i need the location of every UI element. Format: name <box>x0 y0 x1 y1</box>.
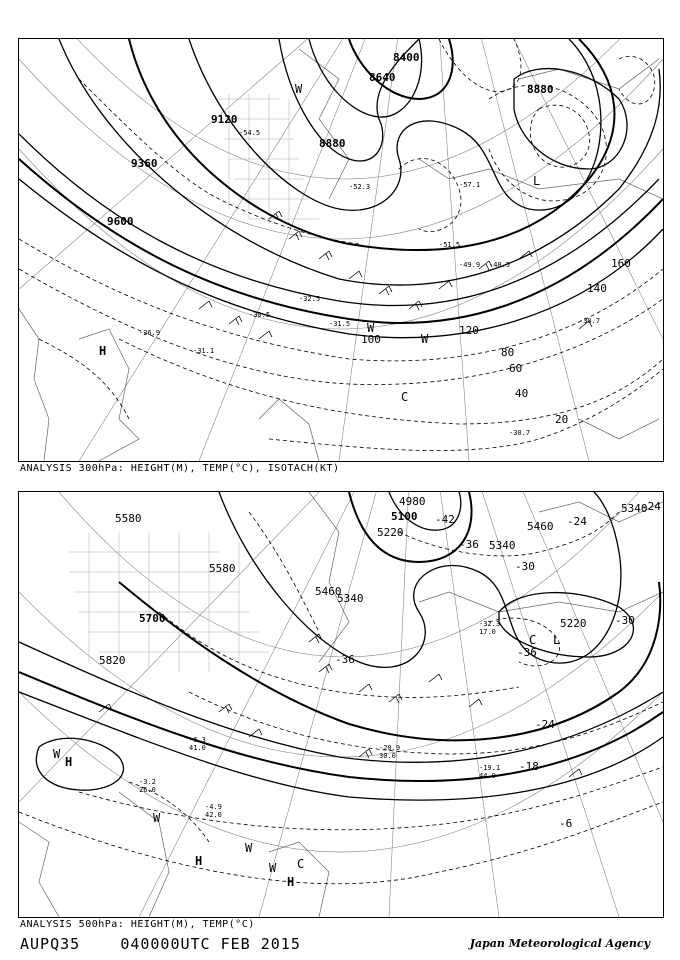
obs-label: 42.0 <box>205 811 222 819</box>
obs-label: 44.0 <box>479 772 496 780</box>
obs-label: -6.3 <box>189 736 206 744</box>
temp-label: -32.5 <box>299 295 321 303</box>
height-label: 8400 <box>393 51 420 64</box>
pressure-centers <box>53 633 560 889</box>
wind-barbs <box>199 211 592 339</box>
low-pressure-mark: L <box>553 633 561 647</box>
temperature-label: -6 <box>559 817 573 830</box>
temperature-label: -36 <box>335 653 355 666</box>
height-label: 4980 <box>399 495 426 508</box>
obs-label: -32.3 <box>479 620 501 628</box>
wind-mark: W <box>245 841 253 855</box>
wind-mark: W <box>295 82 303 96</box>
height-label: 5580 <box>209 562 236 575</box>
observation-samples <box>139 620 500 819</box>
agency-credit: Japan Meteorological Agency <box>469 937 650 950</box>
coastline <box>19 492 663 917</box>
height-label: 9120 <box>211 113 238 126</box>
map-500hpa-svg <box>19 492 663 917</box>
obs-label: 26.0 <box>139 786 156 794</box>
isotach-label: 60 <box>509 362 523 375</box>
height-labels <box>107 51 554 228</box>
temperature-label: -36 <box>517 646 537 659</box>
cold-center-mark: C <box>401 390 409 404</box>
temp-label: -30.7 <box>509 429 531 437</box>
temperature-label: -30 <box>615 614 635 627</box>
wind-mark: W <box>367 321 375 335</box>
chart-300hpa <box>18 38 664 462</box>
temperature-label: -36 <box>459 538 479 551</box>
obs-label: 30.0 <box>379 752 396 760</box>
hatched-region <box>69 532 269 672</box>
height-label: 8640 <box>369 71 396 84</box>
temp-label: -48.5 <box>489 261 511 269</box>
temp-label: -30.7 <box>579 317 601 325</box>
height-label: 5700 <box>139 612 166 625</box>
high-pressure-mark: H <box>65 755 73 769</box>
temperature-label: -24 <box>535 718 555 731</box>
isotach-label: 160 <box>611 257 631 270</box>
wind-mark: W <box>421 332 429 346</box>
height-label: 5340 <box>621 502 648 515</box>
temperature-label: -18 <box>519 760 539 773</box>
product-line <box>20 935 301 953</box>
height-label: 5460 <box>315 585 342 598</box>
temp-label: -52.3 <box>349 183 371 191</box>
caption-500hpa: ANALYSIS 500hPa: HEIGHT(M), TEMP(°C) <box>20 919 255 930</box>
temp-label: -54.5 <box>239 129 261 137</box>
cold-center-mark: C <box>529 633 537 647</box>
graticule <box>19 39 663 461</box>
height-label: 5100 <box>391 510 418 523</box>
height-contours <box>19 39 663 338</box>
isotach-label: 120 <box>459 324 479 337</box>
isotach-label: 40 <box>515 387 529 400</box>
product-id: AUPQ35 <box>20 935 81 953</box>
height-label: 5460 <box>527 520 554 533</box>
isotach-label: 20 <box>555 413 569 426</box>
wind-mark: W <box>269 861 277 875</box>
temp-label: -30.5 <box>249 311 271 319</box>
high-pressure-mark: H <box>195 854 203 868</box>
cold-center-mark: C <box>297 857 305 871</box>
temp-label: -26.9 <box>139 329 161 337</box>
temperature-label: -24 <box>567 515 587 528</box>
height-labels <box>99 495 648 667</box>
obs-label: 17.0 <box>479 628 496 636</box>
high-pressure-mark: H <box>99 344 107 358</box>
chart-500hpa <box>18 491 664 918</box>
height-label: 5580 <box>115 512 142 525</box>
height-label: 8880 <box>319 137 346 150</box>
height-label: 9360 <box>131 157 158 170</box>
temperature-label: -30 <box>515 560 535 573</box>
temp-label: -57.1 <box>459 181 481 189</box>
obs-label: -20.9 <box>379 744 401 752</box>
height-label: 5220 <box>377 526 404 539</box>
high-pressure-mark: H <box>287 875 295 889</box>
map-300hpa-svg <box>19 39 663 461</box>
obs-label: 41.0 <box>189 744 206 752</box>
low-pressure-mark: L <box>533 174 541 188</box>
temp-label: -31.1 <box>193 347 215 355</box>
graticule <box>19 492 663 917</box>
height-label: 5340 <box>337 592 364 605</box>
isotach-label: 100 <box>361 333 381 346</box>
temp-label: -51.5 <box>439 241 461 249</box>
height-label: 5340 <box>489 539 516 552</box>
temperature-label: -24 <box>641 500 661 513</box>
obs-label: -3.2 <box>139 778 156 786</box>
height-label: 5820 <box>99 654 126 667</box>
obs-label: -4.9 <box>205 803 222 811</box>
height-label: 9600 <box>107 215 134 228</box>
wind-mark: W <box>153 811 161 825</box>
height-label: 5220 <box>560 617 587 630</box>
isotach-label: 80 <box>501 346 515 359</box>
temp-label: -49.9 <box>459 261 481 269</box>
isotach-label: 140 <box>587 282 607 295</box>
wind-mark: W <box>53 747 61 761</box>
height-label: 8880 <box>527 83 554 96</box>
temperature-label: -42 <box>435 513 455 526</box>
obs-label: -19.1 <box>479 764 501 772</box>
caption-300hpa: ANALYSIS 300hPa: HEIGHT(M), TEMP(°C), ISOTACH(KT) <box>20 463 340 474</box>
valid-time: 040000UTC FEB 2015 <box>120 935 301 953</box>
temp-label: -31.5 <box>329 320 351 328</box>
